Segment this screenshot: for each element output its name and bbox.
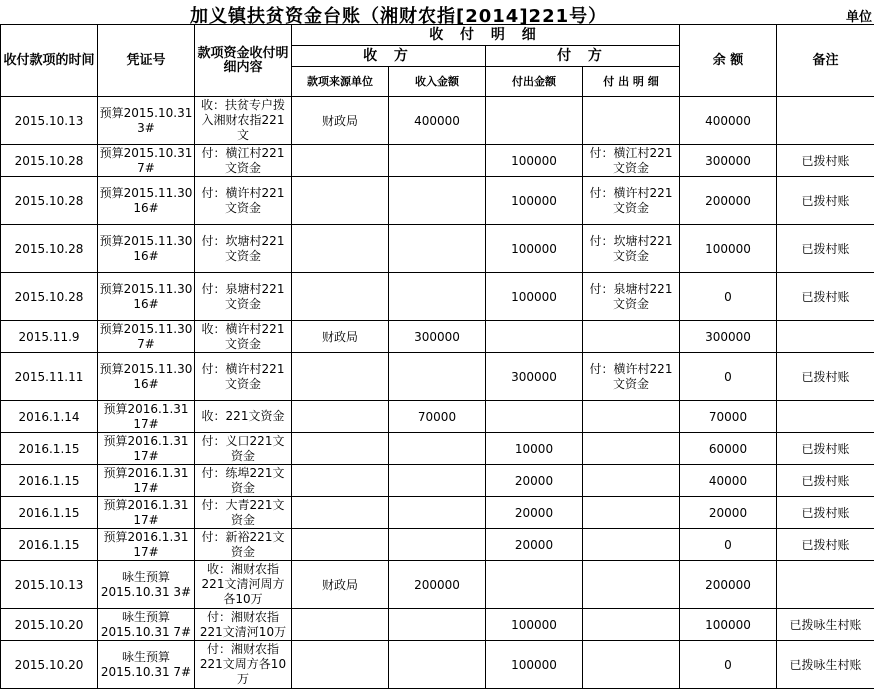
cell-date: 2016.1.15 [1, 465, 98, 497]
cell-remark: 已拨村账 [777, 177, 874, 225]
cell-source: 财政局 [292, 321, 389, 353]
cell-balance: 40000 [680, 465, 777, 497]
cell-balance: 200000 [680, 177, 777, 225]
cell-income [389, 145, 486, 177]
table-row [1, 97, 874, 145]
cell-pay-detail: 付：横江村221文资金 [583, 145, 680, 177]
cell-income [389, 609, 486, 641]
cell-balance: 400000 [680, 97, 777, 145]
cell-pay-detail [583, 529, 680, 561]
cell-pay-detail: 付：坎塘村221文资金 [583, 225, 680, 273]
cell-date: 2015.10.13 [1, 561, 98, 609]
header-income: 收入金额 [389, 67, 486, 97]
header-pay-detail: 付 出 明 细 [583, 67, 680, 97]
cell-voucher: 预算2016.1.31 17# [98, 433, 195, 465]
cell-remark: 已拨咏生村账 [777, 641, 874, 689]
cell-outgo [486, 401, 583, 433]
cell-remark [777, 321, 874, 353]
cell-balance: 0 [680, 273, 777, 321]
cell-remark: 已拨村账 [777, 465, 874, 497]
cell-balance: 300000 [680, 145, 777, 177]
table-row [1, 641, 874, 689]
cell-content: 付：坎塘村221文资金 [195, 225, 292, 273]
cell-source [292, 529, 389, 561]
cell-income [389, 353, 486, 401]
cell-pay-detail [583, 433, 680, 465]
table-body [1, 97, 874, 689]
cell-date: 2015.10.28 [1, 225, 98, 273]
cell-outgo: 10000 [486, 433, 583, 465]
cell-content: 收：横许村221文资金 [195, 321, 292, 353]
cell-pay-detail [583, 641, 680, 689]
cell-voucher: 咏生预算2015.10.31 3# [98, 561, 195, 609]
table-row [1, 177, 874, 225]
cell-date: 2015.10.28 [1, 145, 98, 177]
cell-balance: 0 [680, 353, 777, 401]
cell-content: 收：湘财农指221文清河周方各10万 [195, 561, 292, 609]
table-row [1, 529, 874, 561]
cell-outgo: 100000 [486, 273, 583, 321]
cell-outgo: 20000 [486, 529, 583, 561]
cell-pay-detail [583, 401, 680, 433]
table-row [1, 609, 874, 641]
cell-balance: 0 [680, 529, 777, 561]
cell-outgo: 100000 [486, 145, 583, 177]
cell-outgo: 100000 [486, 225, 583, 273]
cell-income [389, 273, 486, 321]
cell-outgo: 300000 [486, 353, 583, 401]
cell-remark: 已拨村账 [777, 433, 874, 465]
cell-content: 收：扶贫专户拨入湘财农指221文 [195, 97, 292, 145]
cell-date: 2015.10.28 [1, 177, 98, 225]
cell-date: 2015.11.9 [1, 321, 98, 353]
cell-income: 200000 [389, 561, 486, 609]
cell-content: 付：湘财农指221文周方各10万 [195, 641, 292, 689]
cell-balance: 70000 [680, 401, 777, 433]
cell-source [292, 177, 389, 225]
cell-remark: 已拨村账 [777, 273, 874, 321]
cell-date: 2015.10.13 [1, 97, 98, 145]
cell-remark: 已拨村账 [777, 529, 874, 561]
cell-source [292, 465, 389, 497]
table-row [1, 145, 874, 177]
cell-voucher: 咏生预算2015.10.31 7# [98, 641, 195, 689]
cell-remark: 已拨村账 [777, 145, 874, 177]
cell-voucher: 预算2015.10.31 7# [98, 145, 195, 177]
cell-date: 2015.10.20 [1, 641, 98, 689]
cell-income [389, 641, 486, 689]
header-voucher: 凭证号 [98, 25, 195, 97]
cell-remark: 已拨村账 [777, 225, 874, 273]
cell-pay-detail [583, 321, 680, 353]
header-content: 款项资金收付明细内容 [195, 25, 292, 97]
cell-pay-detail: 付：横许村221文资金 [583, 177, 680, 225]
cell-source [292, 609, 389, 641]
table-row [1, 353, 874, 401]
cell-pay-detail: 付：泉塘村221文资金 [583, 273, 680, 321]
cell-outgo: 100000 [486, 609, 583, 641]
table-row [1, 321, 874, 353]
header-time: 收付款项的时间 [1, 25, 98, 97]
cell-pay-detail [583, 97, 680, 145]
cell-outgo: 100000 [486, 641, 583, 689]
cell-balance: 20000 [680, 497, 777, 529]
cell-outgo: 20000 [486, 465, 583, 497]
cell-remark: 已拨村账 [777, 353, 874, 401]
cell-balance: 300000 [680, 321, 777, 353]
header-pay: 付 方 [486, 46, 680, 67]
header-outgo: 付出金额 [486, 67, 583, 97]
cell-voucher: 预算2016.1.31 17# [98, 529, 195, 561]
cell-income [389, 177, 486, 225]
cell-balance: 100000 [680, 225, 777, 273]
table-header [1, 25, 874, 97]
cell-content: 收：221文资金 [195, 401, 292, 433]
title-bar [0, 0, 874, 27]
cell-date: 2016.1.15 [1, 529, 98, 561]
cell-source [292, 641, 389, 689]
table-row [1, 225, 874, 273]
header-detail: 收 付 明 细 [292, 25, 680, 46]
cell-source [292, 433, 389, 465]
cell-income [389, 497, 486, 529]
cell-remark: 已拨咏生村账 [777, 609, 874, 641]
cell-remark: 已拨村账 [777, 497, 874, 529]
cell-date: 2016.1.15 [1, 433, 98, 465]
unit-label: 单位 [845, 10, 872, 25]
cell-source [292, 401, 389, 433]
cell-balance: 100000 [680, 609, 777, 641]
cell-source [292, 353, 389, 401]
cell-remark [777, 401, 874, 433]
cell-voucher: 预算2016.1.31 17# [98, 497, 195, 529]
cell-pay-detail [583, 497, 680, 529]
cell-remark [777, 97, 874, 145]
cell-voucher: 预算2015.11.30 16# [98, 177, 195, 225]
table-row [1, 561, 874, 609]
cell-income [389, 433, 486, 465]
cell-income: 400000 [389, 97, 486, 145]
cell-date: 2015.10.20 [1, 609, 98, 641]
cell-income [389, 529, 486, 561]
cell-outgo [486, 561, 583, 609]
cell-content: 付：练埠221文资金 [195, 465, 292, 497]
cell-source [292, 145, 389, 177]
cell-content: 付：湘财农指221文清河10万 [195, 609, 292, 641]
table-row [1, 273, 874, 321]
cell-date: 2015.11.11 [1, 353, 98, 401]
cell-content: 付：横许村221文资金 [195, 177, 292, 225]
cell-income [389, 225, 486, 273]
cell-content: 付：横许村221文资金 [195, 353, 292, 401]
cell-outgo [486, 321, 583, 353]
cell-voucher: 预算2015.11.30 16# [98, 353, 195, 401]
cell-date: 2015.10.28 [1, 273, 98, 321]
cell-voucher: 预算2015.11.30 16# [98, 225, 195, 273]
cell-date: 2016.1.14 [1, 401, 98, 433]
cell-voucher: 咏生预算2015.10.31 7# [98, 609, 195, 641]
cell-voucher: 预算2015.11.30 16# [98, 273, 195, 321]
cell-outgo: 20000 [486, 497, 583, 529]
cell-voucher: 预算2016.1.31 17# [98, 401, 195, 433]
cell-pay-detail [583, 465, 680, 497]
cell-content: 付：泉塘村221文资金 [195, 273, 292, 321]
cell-source [292, 225, 389, 273]
cell-source: 财政局 [292, 561, 389, 609]
cell-balance: 200000 [680, 561, 777, 609]
cell-date: 2016.1.15 [1, 497, 98, 529]
cell-content: 付：横江村221文资金 [195, 145, 292, 177]
cell-remark [777, 561, 874, 609]
header-receive: 收 方 [292, 46, 486, 67]
cell-pay-detail [583, 609, 680, 641]
table-row [1, 465, 874, 497]
cell-content: 付：大青221文资金 [195, 497, 292, 529]
cell-pay-detail [583, 561, 680, 609]
cell-content: 付：义口221文资金 [195, 433, 292, 465]
header-source: 款项来源单位 [292, 67, 389, 97]
cell-income: 70000 [389, 401, 486, 433]
table-row [1, 497, 874, 529]
cell-source [292, 273, 389, 321]
cell-voucher: 预算2015.10.31 3# [98, 97, 195, 145]
cell-income [389, 465, 486, 497]
cell-content: 付：新裕221文资金 [195, 529, 292, 561]
ledger-table [0, 24, 874, 689]
cell-voucher: 预算2015.11.30 7# [98, 321, 195, 353]
cell-source [292, 497, 389, 529]
cell-voucher: 预算2016.1.31 17# [98, 465, 195, 497]
header-remark: 备注 [777, 25, 874, 97]
cell-outgo [486, 97, 583, 145]
cell-balance: 60000 [680, 433, 777, 465]
table-row [1, 401, 874, 433]
cell-source: 财政局 [292, 97, 389, 145]
table-row [1, 433, 874, 465]
ledger-title: 加义镇扶贫资金台账（湘财农指[2014]221号） [190, 6, 608, 27]
cell-balance: 0 [680, 641, 777, 689]
cell-income: 300000 [389, 321, 486, 353]
cell-outgo: 100000 [486, 177, 583, 225]
header-balance: 余 额 [680, 25, 777, 97]
cell-pay-detail: 付：横许村221文资金 [583, 353, 680, 401]
